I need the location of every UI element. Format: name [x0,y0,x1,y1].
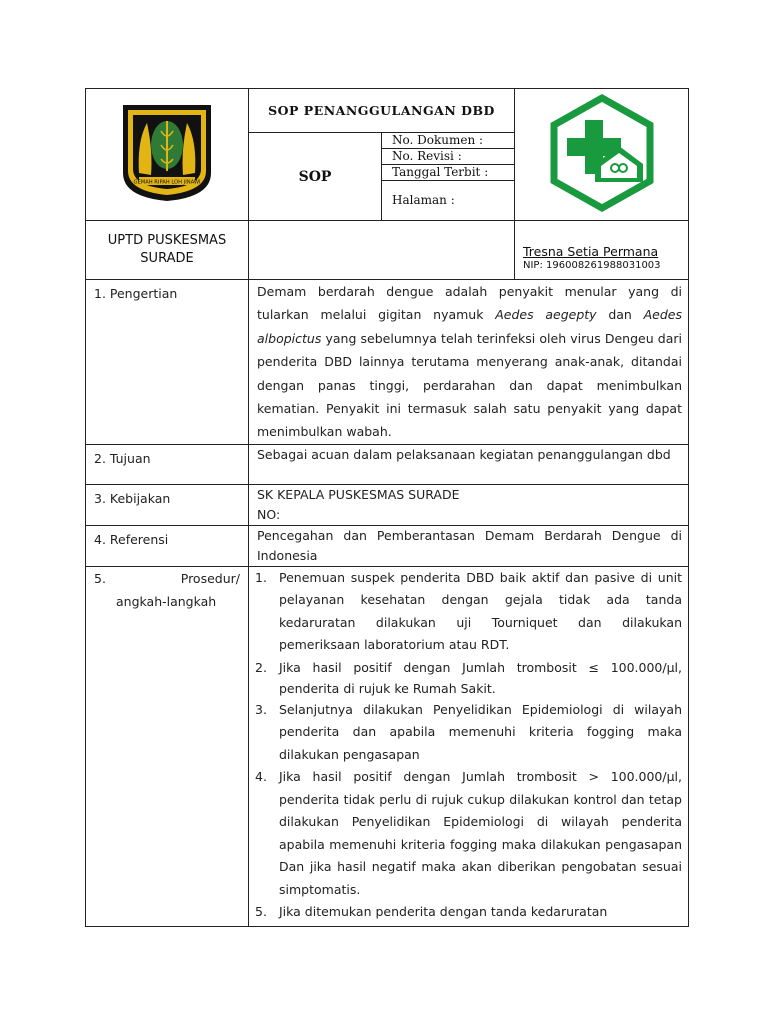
meta-issue-date: Tanggal Terbit : [382,165,515,181]
prosedur-label-line-1 [94,567,248,590]
label-kebijakan: 3. Kebijakan [86,484,249,525]
pengertian-species-b: Aedes albopictus [257,307,683,346]
sop-label: SOP [249,133,382,221]
step-text: Selanjutnya dilakukan Penyelidikan Epidemiologi di wilayah penderita dan apabila memenuhi kriteria fogging maka dilakukan pengasapan [279,701,682,762]
prosedur-label-line-2: angkah-langkah [116,593,217,609]
right-logo-cell [515,89,689,221]
step-number: 5. [255,904,267,920]
signatory-nip: NIP: 196008261988031003 [523,259,661,271]
step-number: 3. [255,701,267,717]
step-text: Jika ditemukan penderita dengan tanda kedaruratan [279,904,608,920]
procedure-step [255,657,682,699]
prosedur-number: 5. [94,570,106,586]
procedure-step [255,567,682,657]
step-text: Penemuan suspek penderita DBD baik aktif dan pasive di unit pelayanan kesehatan dengan gejala tidak ada tanda kedaruratan dilakukan uji Tourniquet dan dilakukan pemeriksaan laboratorium atau RDT. [279,569,682,653]
left-logo-cell [86,89,249,221]
regency-emblem-icon [117,101,217,205]
label-tujuan: 2. Tujuan [86,444,249,484]
document-title: SOP PENANGGULANGAN DBD [249,89,515,133]
puskesmas-logo-icon [543,94,661,212]
organization-line-1: UPTD PUSKESMAS [107,233,227,248]
prosedur-word: Prosedur/ [180,570,240,586]
content-tujuan: Sebagai acuan dalam pelaksanaan kegiatan penanggulangan dbd [249,444,689,484]
sop-document [85,88,689,927]
label-pengertian: 1. Pengertian [86,280,249,445]
label-prosedur [86,566,249,926]
organization-name [86,221,249,280]
signatory-name: Tresna Setia Permana [523,243,659,259]
svg-text:GEMAH RIPAH LOH JINAWI: GEMAH RIPAH LOH JINAWI [133,179,201,185]
pengertian-text-c: yang sebelumnya telah terinfeksi oleh virus Dengeu dari penderita DBD lainnya terutama menyerang anak-anak, ditandai dengan panas tinggi, perdarahan dan dapat menimbulkan kematian. Penyakit ini termasuk salah satu penyakit yang dapat menimbulkan wabah. [257,330,682,440]
procedure-step [255,766,682,901]
content-referensi: Pencegahan dan Pemberantasan Demam Berdarah Dengue di Indonesia [249,525,689,566]
step-text: Jika hasil positif dengan Jumlah trombosit ≤ 100.000/µl, penderita di rujuk ke Rumah Sakit. [279,659,682,696]
content-pengertian [249,280,689,445]
blank-cell [249,221,515,280]
kebijakan-line-2: NO: [257,506,281,522]
organization-line-2: SURADE [140,251,194,266]
step-number: 2. [255,659,267,675]
label-referensi: 4. Referensi [86,525,249,566]
step-text: Jika hasil positif dengan Jumlah trombosit > 100.000/µl, penderita tidak perlu di rujuk cukup dilakukan kontrol dan tetap dilakukan Penyelidikan Epidemiologi di wilayah penderita apabila memenuhi kriteria fogging maka dilakukan pengasapan Dan jika hasil negatif maka akan diberikan pengobatan sesuai simptomatis. [279,769,682,897]
content-prosedur [249,566,689,926]
procedure-step [255,699,682,767]
step-number: 4. [255,769,267,785]
meta-page: Halaman : [382,181,515,221]
pengertian-text-b: dan [596,307,644,323]
kebijakan-line-1: SK KEPALA PUSKESMAS SURADE [257,486,460,502]
procedure-list [255,567,682,924]
meta-revision: No. Revisi : [382,149,515,165]
step-number: 1. [255,569,267,585]
content-kebijakan [249,484,689,525]
procedure-step [255,901,682,924]
content-table [85,279,689,927]
signatory [515,221,689,280]
meta-doc-number: No. Dokumen : [382,133,515,149]
pengertian-text-a: Demam berdarah dengue adalah penyakit menular yang di tularkan melalui gigitan nyamuk [257,284,682,323]
pengertian-species-a: Aedes aegepty [495,307,597,323]
header-table [85,88,689,280]
